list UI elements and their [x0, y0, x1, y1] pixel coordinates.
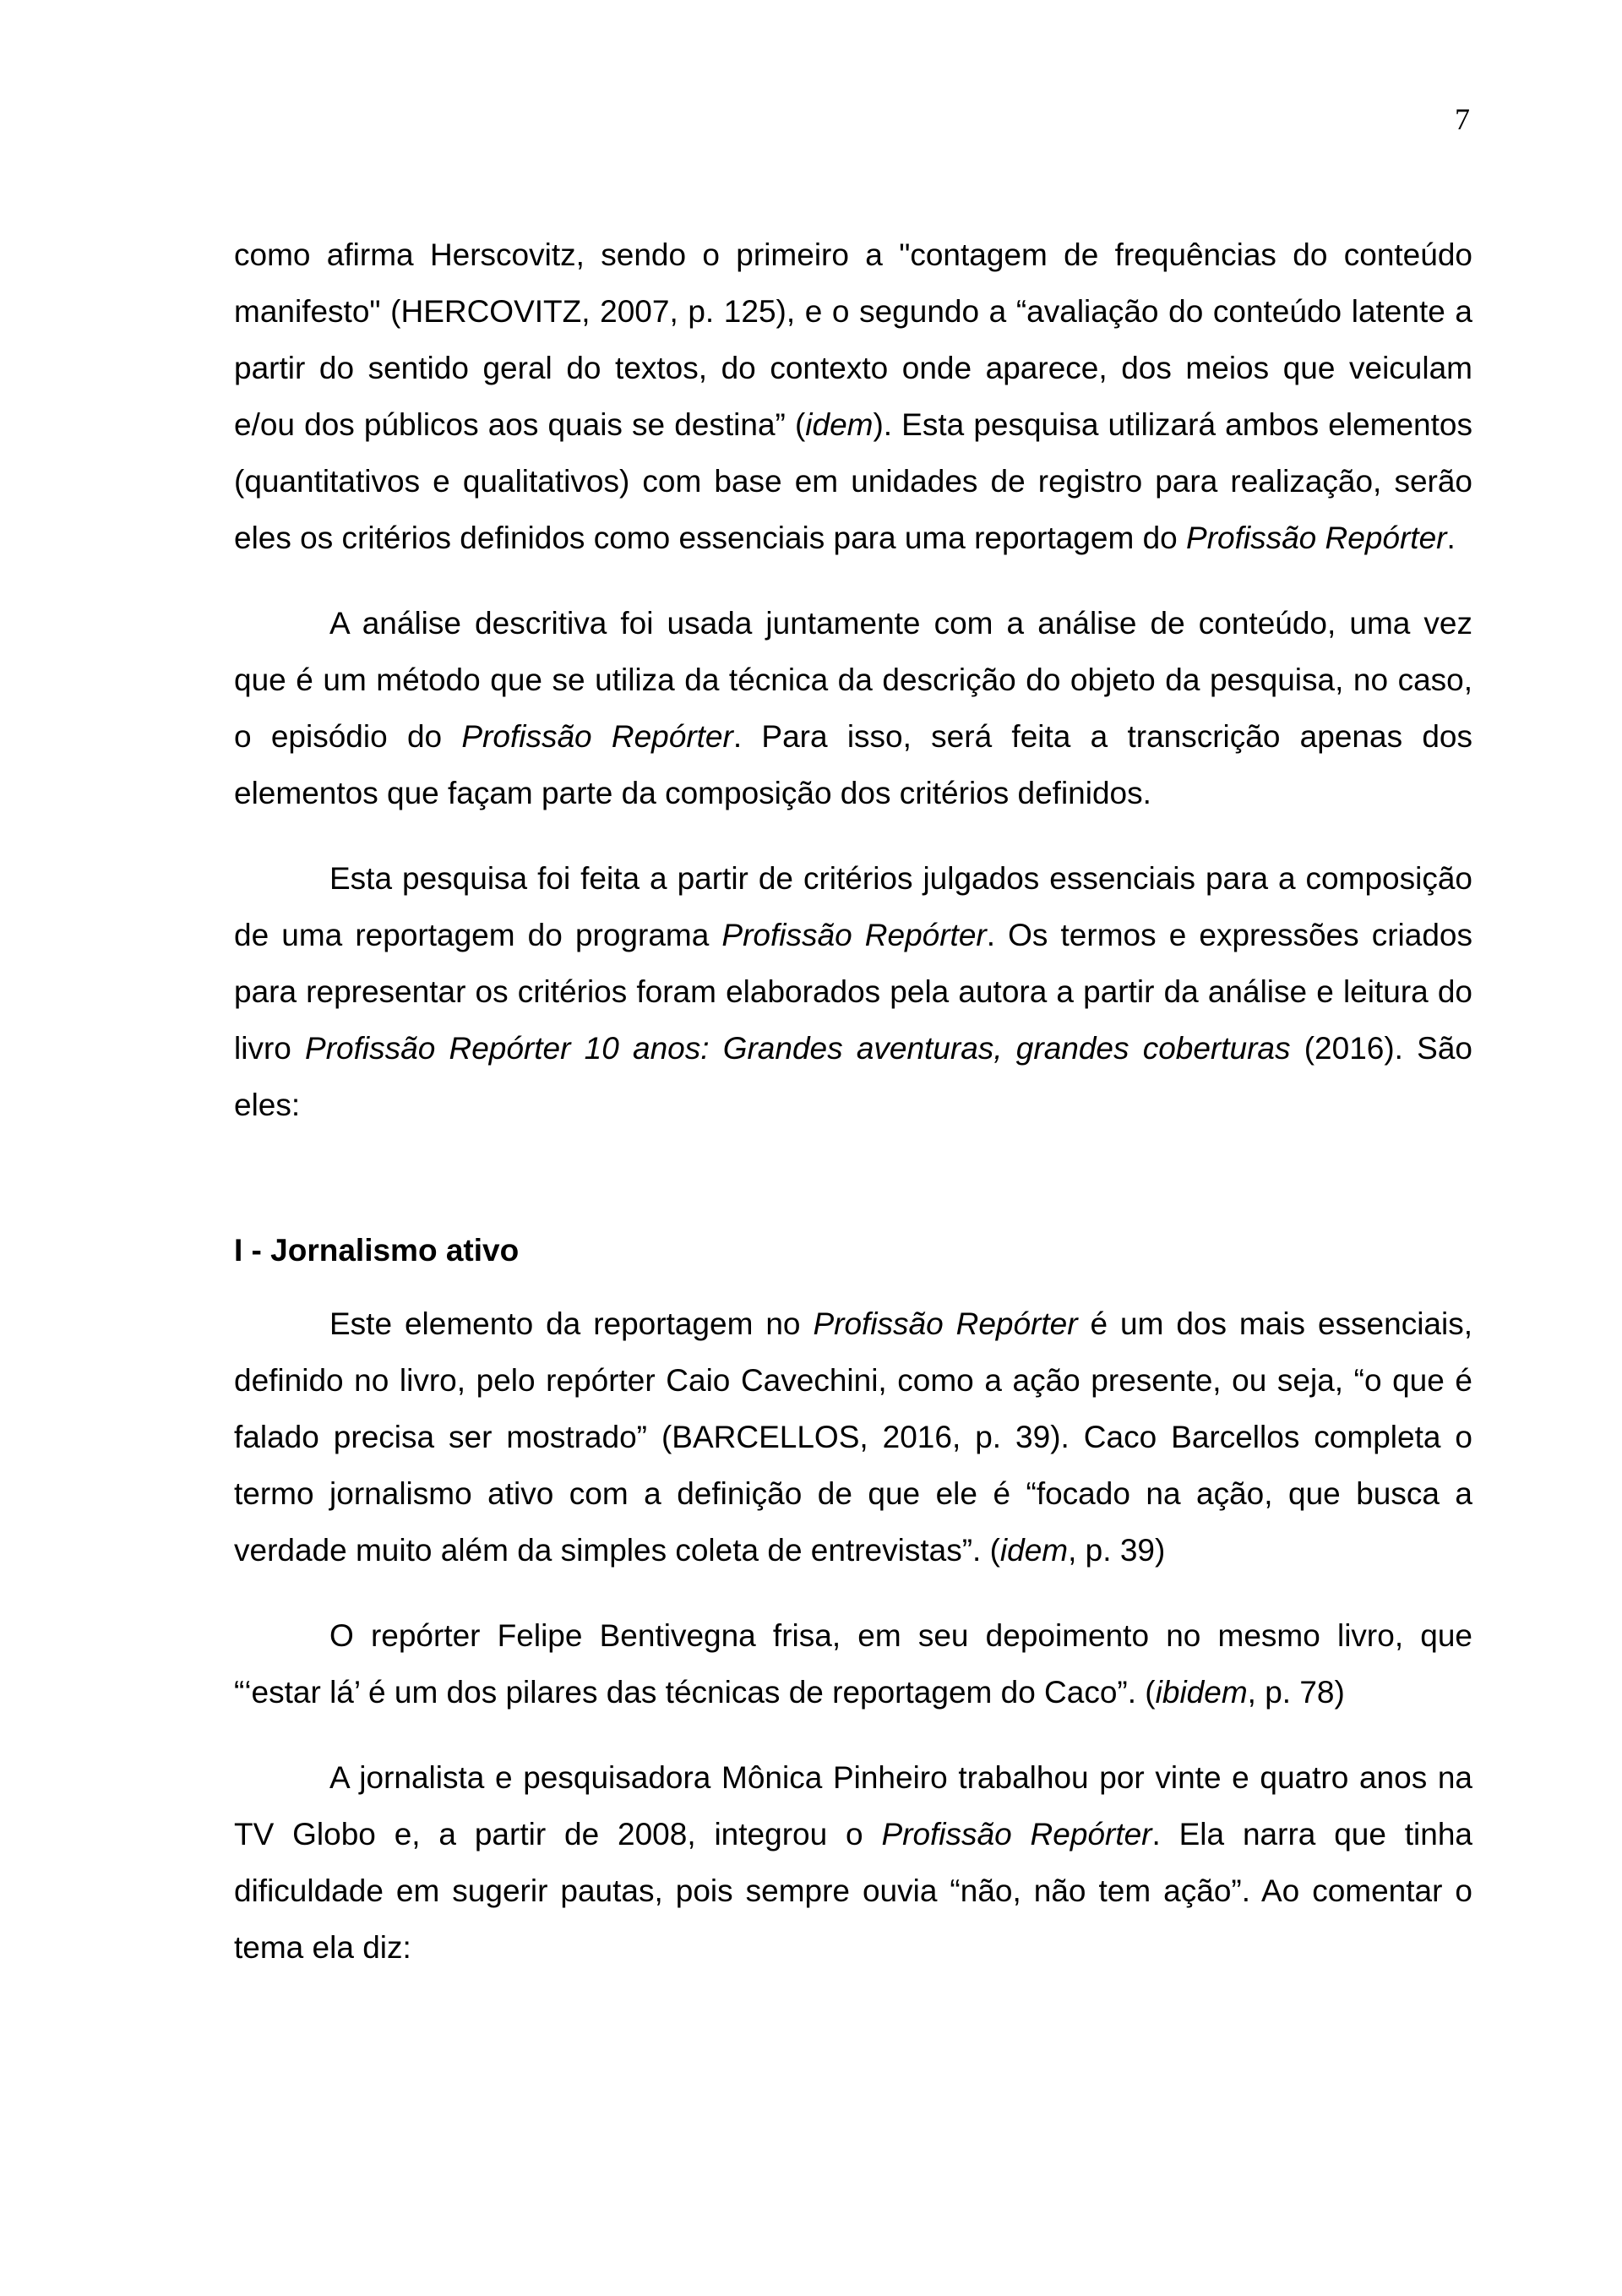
- text-run: Este elemento da reportagem no: [329, 1306, 814, 1341]
- text-run: O repórter Felipe Bentivegna frisa, em seu depoimento no mesmo livro, que “‘estar lá’ é um dos pilares das técnicas de reportagem do Caco”. (: [234, 1618, 1472, 1710]
- text-run: Esta pesquisa foi feita a partir de critérios julgados essenciais para a composição de uma reportagem do programa: [234, 861, 1472, 952]
- section-heading: I - Jornalismo ativo: [234, 1233, 520, 1268]
- text-run: A análise descritiva foi usada juntamente com a análise de conteúdo, uma vez que é um método que se utiliza da técnica da descrição do objeto da pesquisa, no caso, o episódio do: [234, 606, 1472, 754]
- paragraph-3: [234, 850, 1472, 1133]
- text-run: como afirma Herscovitz, sendo o primeiro a "contagem de frequências do conteúdo manifesto" (HERCOVITZ, 2007, p. 125), e o segundo a “avaliação do conteúdo latente a partir do sentido geral do textos, do contexto onde aparece, dos meios que veiculam e/ou dos públicos aos quais se destina” (: [234, 237, 1472, 442]
- text-run: . Os termos e expressões criados para representar os critérios foram elaborados pela autora a partir da análise e leitura do livro: [234, 918, 1473, 1066]
- italic-run: Profissão Repórter: [813, 1306, 1078, 1341]
- page-number: 7: [1455, 102, 1470, 136]
- section-paragraph-1: [234, 1295, 1472, 1579]
- text-run: , p. 39): [1068, 1533, 1166, 1568]
- text-run: .: [1446, 521, 1456, 555]
- paragraph-1: [234, 226, 1472, 566]
- text-run: . Para isso, será feita a transcrição apenas dos elementos que façam parte da composição dos critérios definidos.: [234, 719, 1472, 810]
- text-run: . Ela narra que tinha dificuldade em sugerir pautas, pois sempre ouvia “não, não tem ação”. Ao comentar o tema ela diz:: [234, 1817, 1473, 1965]
- section-paragraph-2: [234, 1607, 1472, 1721]
- text-run: A jornalista e pesquisadora Mônica Pinheiro trabalhou por vinte e quatro anos na TV Globo e, a partir de 2008, integrou o: [234, 1760, 1472, 1852]
- italic-run: Profissão Repórter: [1186, 521, 1447, 555]
- italic-run: idem: [999, 1533, 1069, 1568]
- text-run: , p. 78): [1247, 1675, 1345, 1710]
- paragraph-2: [234, 595, 1472, 821]
- text-run: ). Esta pesquisa utilizará ambos elementos (quantitativos e qualitativos) com base em unidades de registro para realização, serão eles os critérios definidos como essenciais para uma reportagem do: [234, 407, 1472, 555]
- italic-run: ibidem: [1155, 1675, 1248, 1710]
- italic-run: idem: [805, 407, 874, 442]
- text-run: (2016). São eles:: [234, 1031, 1472, 1122]
- italic-run: Profissão Repórter 10 anos: Grandes aventuras, grandes coberturas: [305, 1031, 1291, 1066]
- section-paragraph-3: [234, 1749, 1472, 1976]
- italic-run: Profissão Repórter: [881, 1817, 1152, 1852]
- text-run: é um dos mais essenciais, definido no livro, pelo repórter Caio Cavechini, como a ação presente, ou seja, “o que é falado precisa ser mostrado” (BARCELLOS, 2016, p. 39). Caco Barcellos completa o termo jornalismo ativo com a definição de que ele é “focado na ação, que busca a verdade muito além da simples coleta de entrevistas”. (: [234, 1306, 1473, 1568]
- italic-run: Profissão Repórter: [461, 719, 733, 754]
- body-text: [234, 226, 1472, 2004]
- italic-run: Profissão Repórter: [721, 918, 987, 952]
